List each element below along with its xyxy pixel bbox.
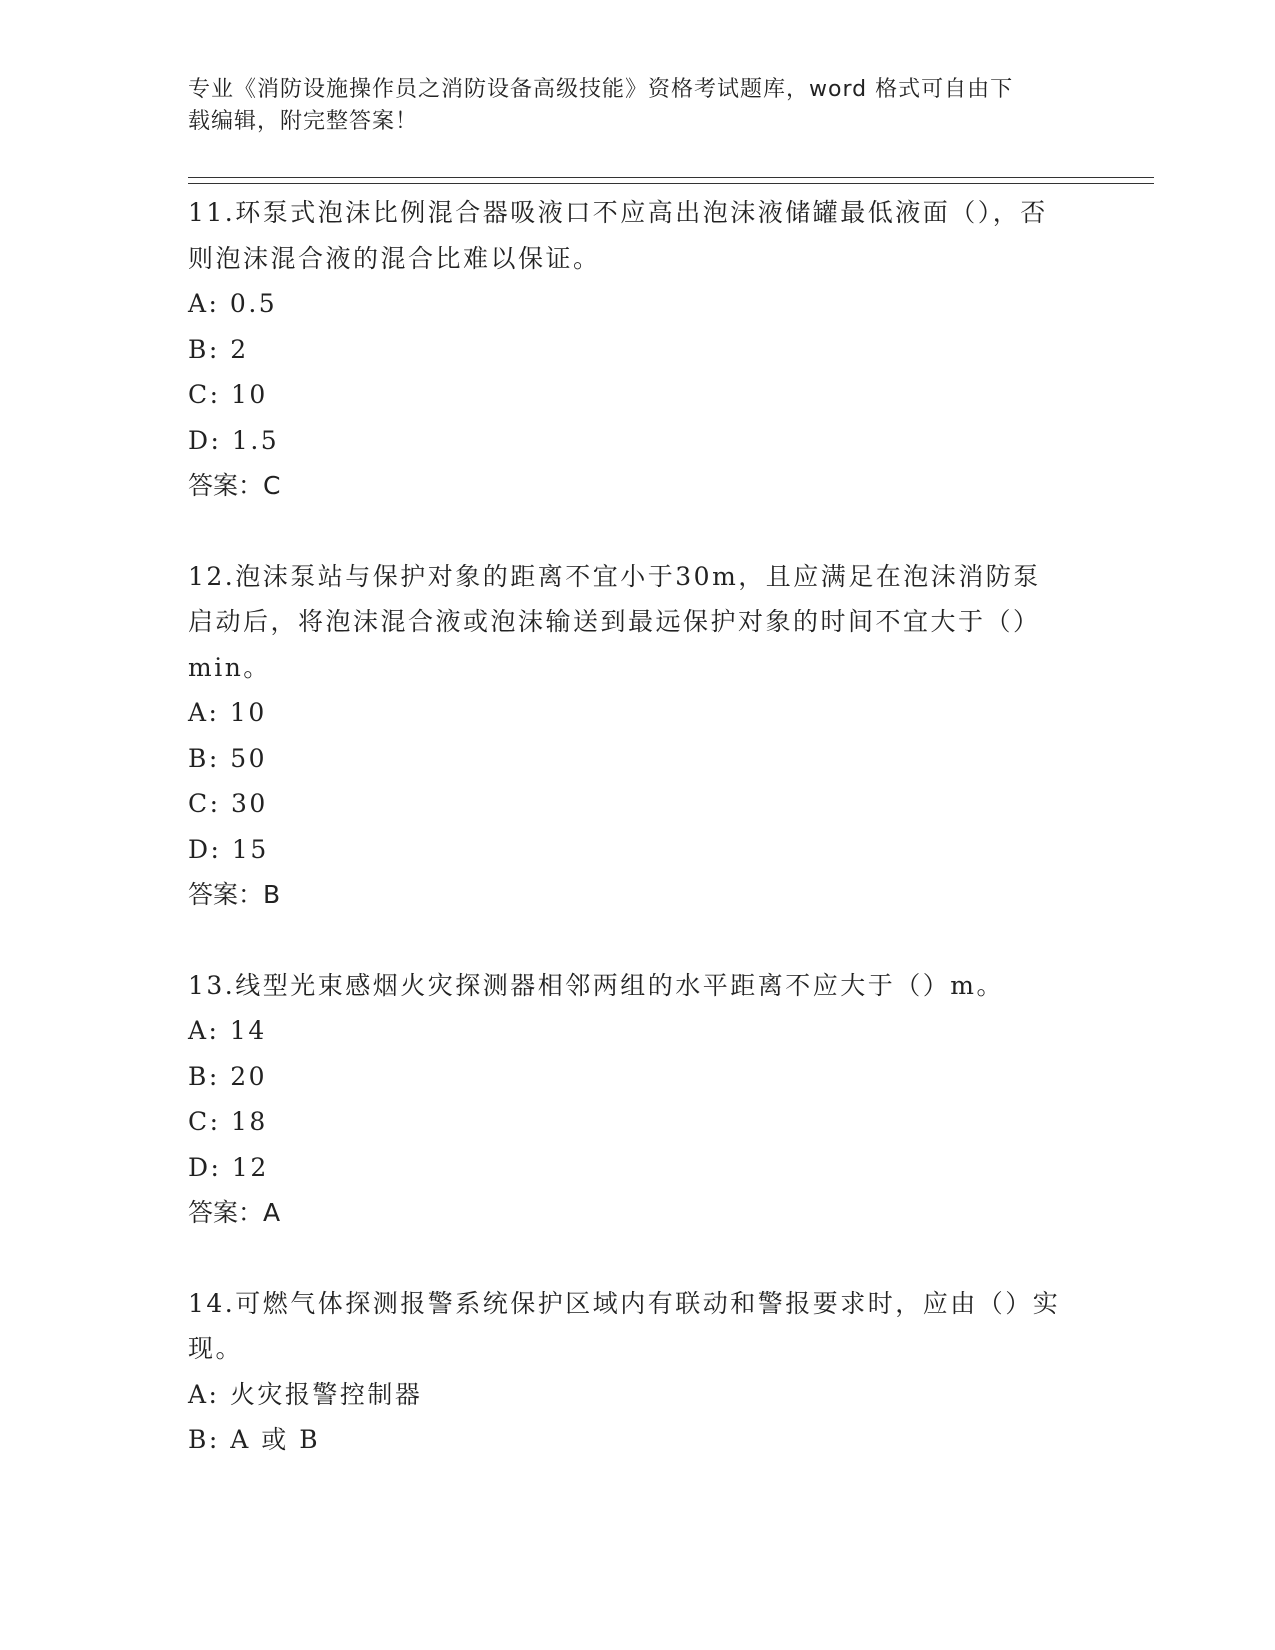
option-c: C: 30 xyxy=(188,789,268,818)
option-b: B: A 或 B xyxy=(188,1425,321,1454)
question-stem: 12.泡沫泵站与保护对象的距离不宜小于30m，且应满足在泡沫消防泵启动后，将泡沫混合液或泡沫输送到最远保护对象的时间不宜大于（）min。 xyxy=(188,561,1041,682)
header-divider-bottom xyxy=(188,183,1154,184)
option-a: A: 0.5 xyxy=(188,289,278,318)
option-d: D: 15 xyxy=(188,834,269,864)
option-list xyxy=(188,690,1068,872)
question-list xyxy=(188,190,1068,1508)
option-list xyxy=(188,1008,1068,1190)
option-b: B: 2 xyxy=(188,334,249,364)
document-header xyxy=(188,74,1068,138)
question-11 xyxy=(188,190,1068,509)
option-c: C: 10 xyxy=(188,380,268,409)
option-d: D: 12 xyxy=(188,1152,269,1182)
option-c: C: 18 xyxy=(188,1107,268,1136)
question-13 xyxy=(188,963,1068,1236)
option-list xyxy=(188,1372,1068,1463)
option-b: B: 50 xyxy=(188,743,268,773)
answer-line: 答案：C xyxy=(188,471,281,500)
question-stem: 13.线型光束感烟火灾探测器相邻两组的水平距离不应大于（）m。 xyxy=(188,970,1004,1000)
header-divider-top xyxy=(188,177,1154,178)
header-title-line-1: 专业《消防设施操作员之消防设备高级技能》资格考试题库，word 格式可自由下 xyxy=(188,77,1014,102)
header-title-line-2: 载编辑，附完整答案！ xyxy=(188,109,419,134)
answer-line: 答案：B xyxy=(188,880,281,909)
option-d: D: 1.5 xyxy=(188,425,280,455)
option-b: B: 20 xyxy=(188,1061,268,1091)
answer-line: 答案：A xyxy=(188,1198,281,1227)
option-list xyxy=(188,281,1068,463)
option-a: A: 10 xyxy=(188,698,267,727)
question-14 xyxy=(188,1281,1068,1463)
option-a: A: 火灾报警控制器 xyxy=(188,1379,423,1409)
option-a: A: 14 xyxy=(188,1016,267,1045)
question-12 xyxy=(188,554,1068,918)
question-stem: 11.环泵式泡沫比例混合器吸液口不应高出泡沫液储罐最低液面（），否则泡沫混合液的混合比难以保证。 xyxy=(188,198,1048,273)
question-stem: 14.可燃气体探测报警系统保护区域内有联动和警报要求时，应由（）实现。 xyxy=(188,1288,1061,1363)
